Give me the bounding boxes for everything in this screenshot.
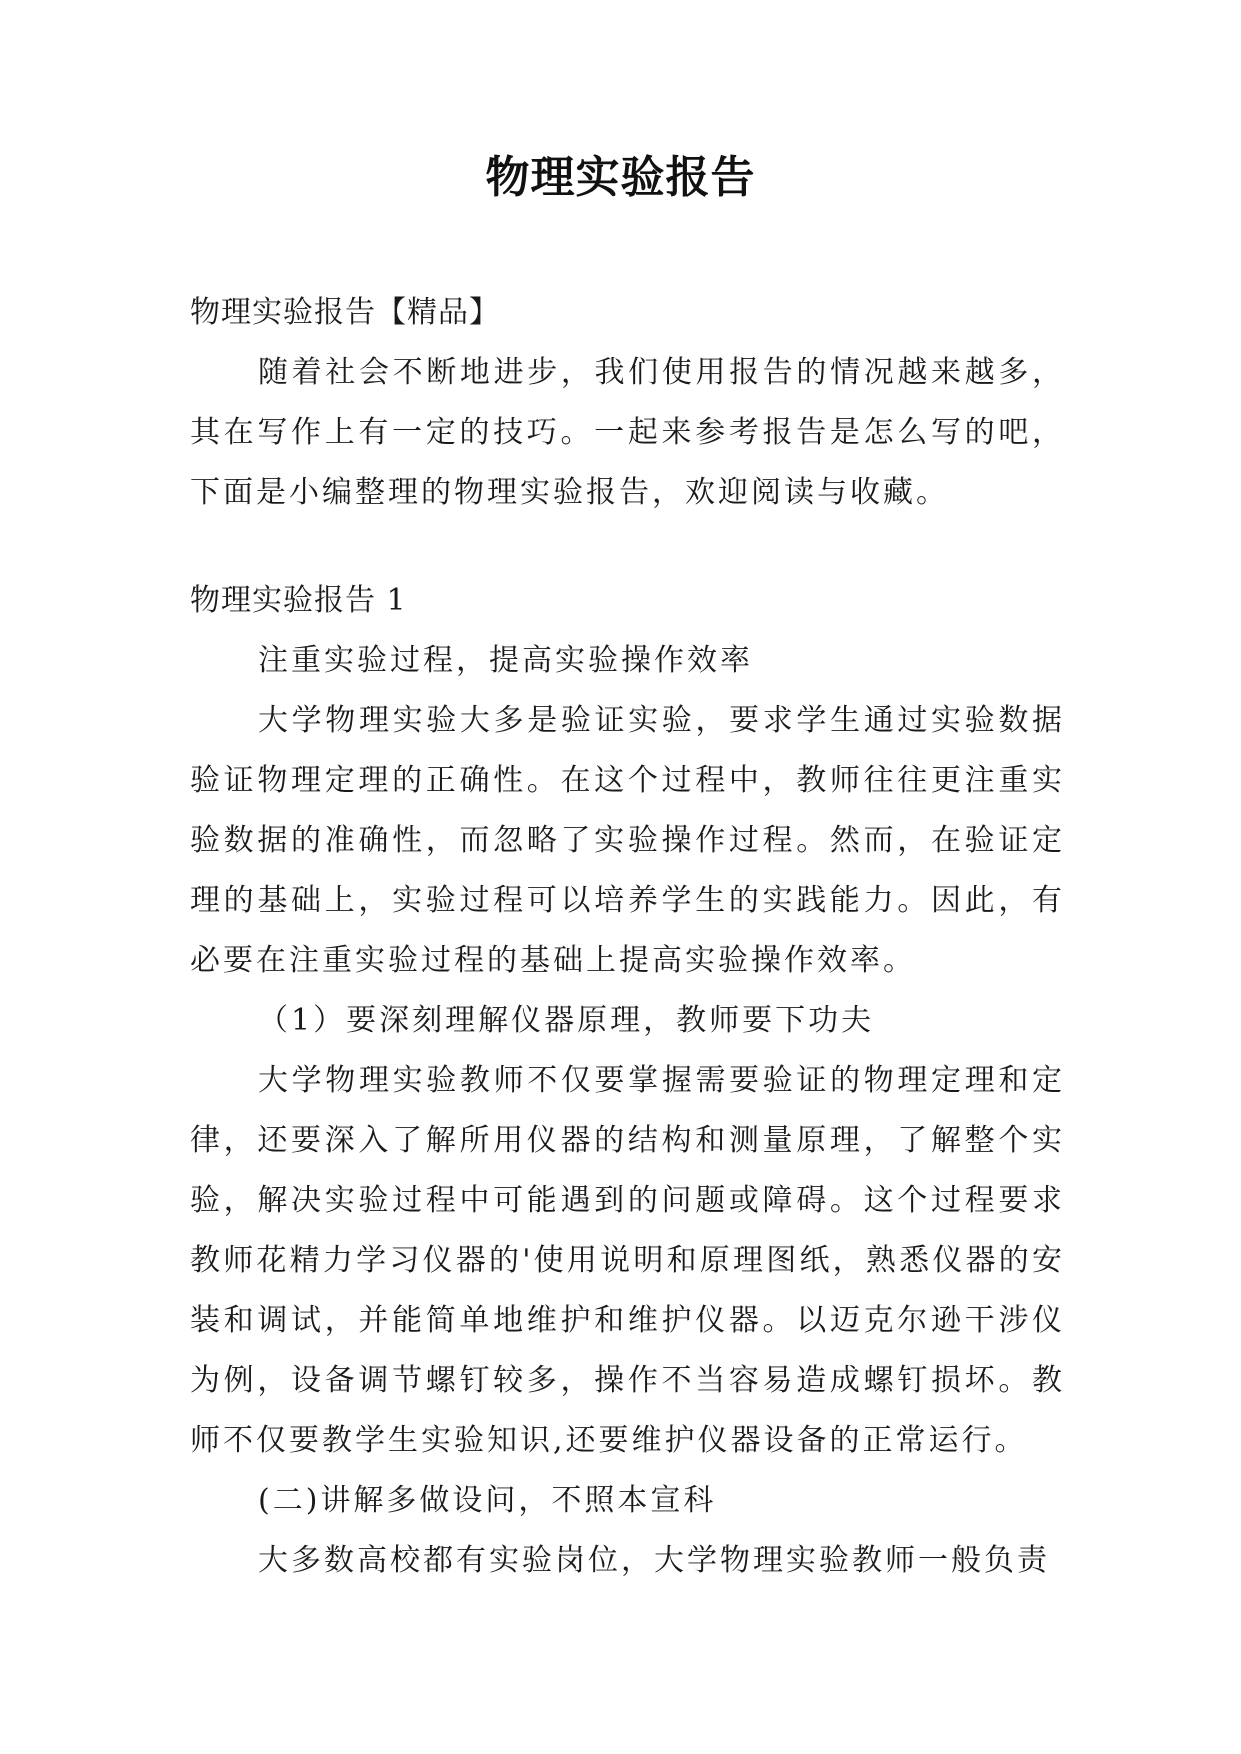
- intro-paragraph: 随着社会不断地进步，我们使用报告的情况越来越多，其在写作上有一定的技巧。一起来参考报告是怎么写的吧，下面是小编整理的物理实验报告，欢迎阅读与收藏。: [190, 355, 1065, 510]
- section-1-subtitle: 注重实验过程，提高实验操作效率: [258, 643, 753, 678]
- section-1-heading: 物理实验报告 1: [190, 583, 407, 618]
- section-1-paragraph-1: 大学物理实验大多是验证实验，要求学生通过实验数据验证物理定理的正确性。在这个过程中，教师往往更注重实验数据的准确性，而忽略了实验操作过程。然而，在验证定理的基础上，实验过程可以培养学生的实践能力。因此，有必要在注重实验过程的基础上提高实验操作效率。: [190, 703, 1065, 978]
- intro-heading: 物理实验报告【精品】: [190, 295, 500, 330]
- section-1-subhead-2: (二)讲解多做设问，不照本宣科: [258, 1483, 717, 1518]
- section-1-paragraph-3: 大多数高校都有实验岗位，大学物理实验教师一般负责: [258, 1543, 1050, 1578]
- section-1-paragraph-2: 大学物理实验教师不仅要掌握需要验证的物理定理和定律，还要深入了解所用仪器的结构和测量原理，了解整个实验，解决实验过程中可能遇到的问题或障碍。这个过程要求教师花精力学习仪器的'使用说明和原理图纸，熟悉仪器的安装和调试，并能简单地维护和维护仪器。以迈克尔逊干涉仪为例，设备调节螺钉较多，操作不当容易造成螺钉损坏。教师不仅要教学生实验知识,还要维护仪器设备的正常运行。: [190, 1063, 1065, 1458]
- document-title: 物理实验报告: [485, 152, 756, 203]
- intro-section: [190, 283, 1065, 523]
- section-1-subhead-1: （1）要深刻理解仪器原理，教师要下功夫: [258, 1003, 875, 1038]
- report-section-1: [190, 571, 1065, 1591]
